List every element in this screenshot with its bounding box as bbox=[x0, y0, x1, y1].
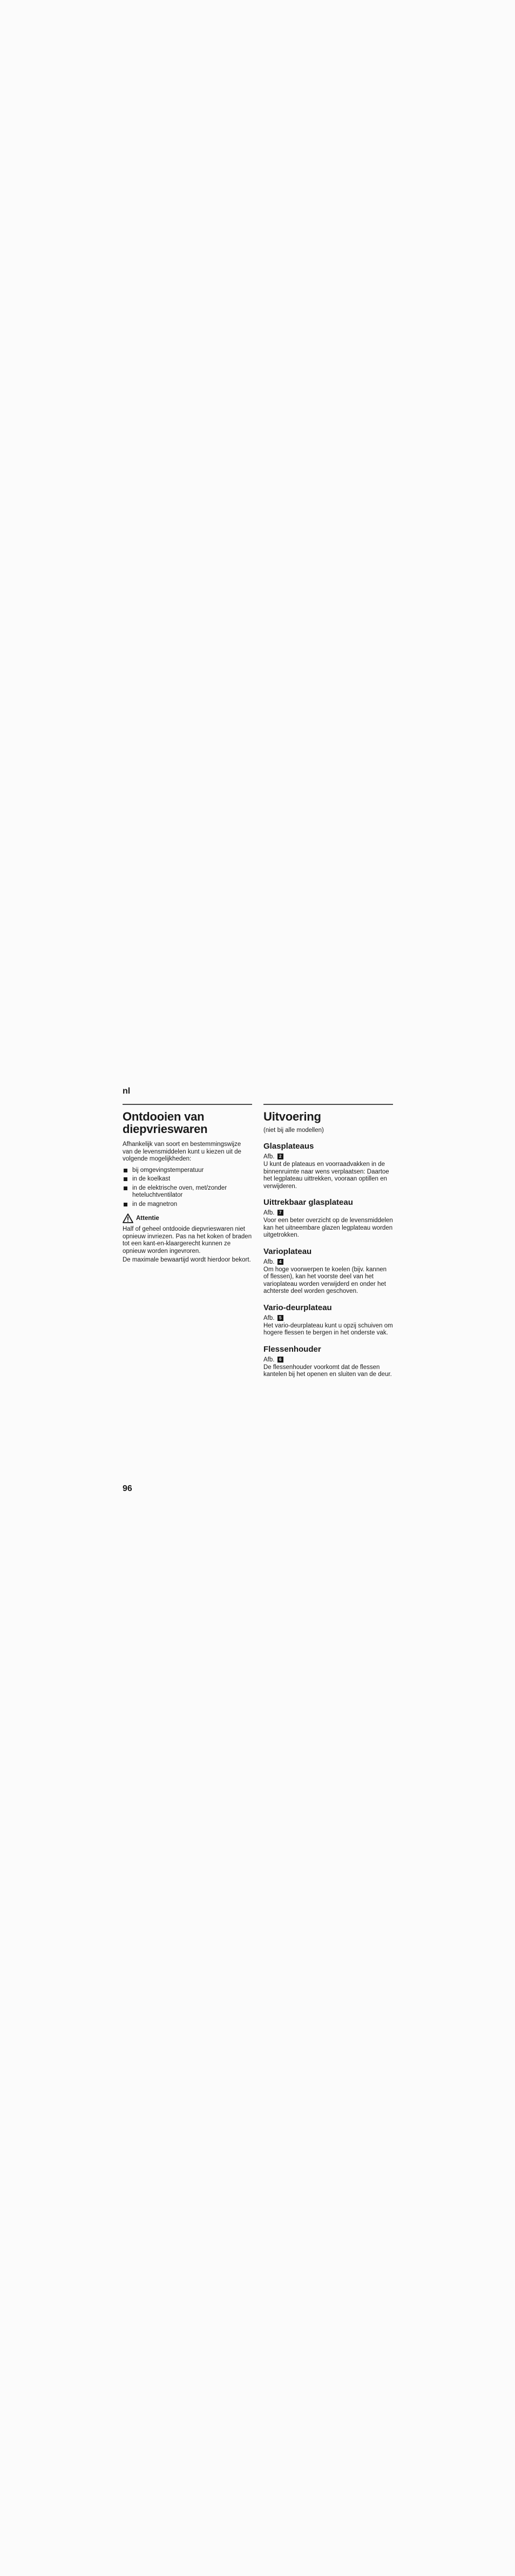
bottle-holder-text: De flessenhouder voorkomt dat de flessen kantelen bij het openen en sluiten van de deur. bbox=[263, 1364, 392, 1378]
list-item: bij omgevingstemperatuur bbox=[123, 1167, 252, 1175]
warning-triangle-icon bbox=[123, 1213, 133, 1223]
attention-block bbox=[123, 1213, 252, 1223]
defrost-column bbox=[123, 1104, 252, 1266]
features-subtitle: (niet bij alle modellen) bbox=[263, 1127, 324, 1134]
bullet-icon bbox=[124, 1177, 127, 1181]
attention-note: De maximale bewaartijd wordt hierdoor bekort. bbox=[123, 1257, 251, 1263]
features-title: Uitvoering bbox=[263, 1110, 321, 1123]
list-item: in de elektrische oven, met/zonder heteluchtventilator bbox=[123, 1185, 252, 1199]
figure-reference: Afb. 7 bbox=[263, 1209, 393, 1217]
figure-reference: Afb. 6 bbox=[263, 1356, 393, 1364]
glass-shelves-text: U kunt de plateaus en voorraadvakken in de binnenruimte naar wens verplaatsen: Daartoe het legplateau uittrekken, vooraan optillen en verwijderen. bbox=[263, 1161, 389, 1190]
list-item: in de magnetron bbox=[123, 1201, 252, 1209]
vario-door-shelf-text: Het vario-deurplateau kunt u opzij schuiven om hogere flessen te bergen in het onderste vak. bbox=[263, 1322, 393, 1336]
bullet-icon bbox=[124, 1203, 127, 1206]
figure-reference: Afb. 2 bbox=[263, 1153, 393, 1161]
defrost-options-list bbox=[123, 1167, 252, 1209]
defrost-intro: Afhankelijk van soort en bestemmingswijze van de levensmiddelen kunt u kiezen uit de volgende mogelijkheden: bbox=[123, 1141, 241, 1162]
attention-label: Attentie bbox=[136, 1215, 159, 1222]
vario-door-shelf-heading: Vario-deurplateau bbox=[263, 1303, 332, 1312]
figure-number-badge: 6 bbox=[277, 1357, 283, 1363]
vario-shelf-text: Om hoge voorwerpen te koelen (bijv. kannen of flessen), kan het voorste deel van het varioplateau worden verwijderd en onder het achterste deel worden geschoven. bbox=[263, 1266, 387, 1294]
pullout-shelf-text: Voor een beter overzicht op de levensmiddelen kan het uitneembare glazen legplateau worden uitgetrokken. bbox=[263, 1217, 393, 1238]
figure-reference: Afb. 5 bbox=[263, 1314, 393, 1322]
language-code: nl bbox=[123, 1087, 131, 1096]
section-divider bbox=[123, 1104, 252, 1105]
bottle-holder-heading: Flessenhouder bbox=[263, 1344, 321, 1354]
list-item: in de koelkast bbox=[123, 1176, 252, 1183]
figure-number-badge: 4 bbox=[277, 1259, 283, 1265]
glass-shelves-heading: Glasplateaus bbox=[263, 1142, 314, 1151]
section-divider bbox=[263, 1104, 393, 1105]
defrost-title: Ontdooien van diepvrieswaren bbox=[123, 1110, 208, 1136]
bullet-icon bbox=[124, 1186, 127, 1190]
pullout-shelf-heading: Uittrekbaar glasplateau bbox=[263, 1198, 353, 1207]
attention-warning: Half of geheel ontdooide diepvrieswaren niet opnieuw invriezen. Pas na het koken of braden tot een kant-en-klaargerecht kunnen ze opnieuw worden ingevroren. bbox=[123, 1226, 252, 1255]
figure-reference: Afb. 4 bbox=[263, 1258, 393, 1266]
figure-number-badge: 2 bbox=[277, 1154, 283, 1159]
features-column bbox=[263, 1104, 393, 1380]
vario-shelf-heading: Varioplateau bbox=[263, 1246, 312, 1256]
figure-number-badge: 7 bbox=[277, 1210, 283, 1216]
bullet-icon bbox=[124, 1169, 127, 1172]
page-number: 96 bbox=[123, 1484, 132, 1493]
figure-number-badge: 5 bbox=[277, 1315, 283, 1321]
